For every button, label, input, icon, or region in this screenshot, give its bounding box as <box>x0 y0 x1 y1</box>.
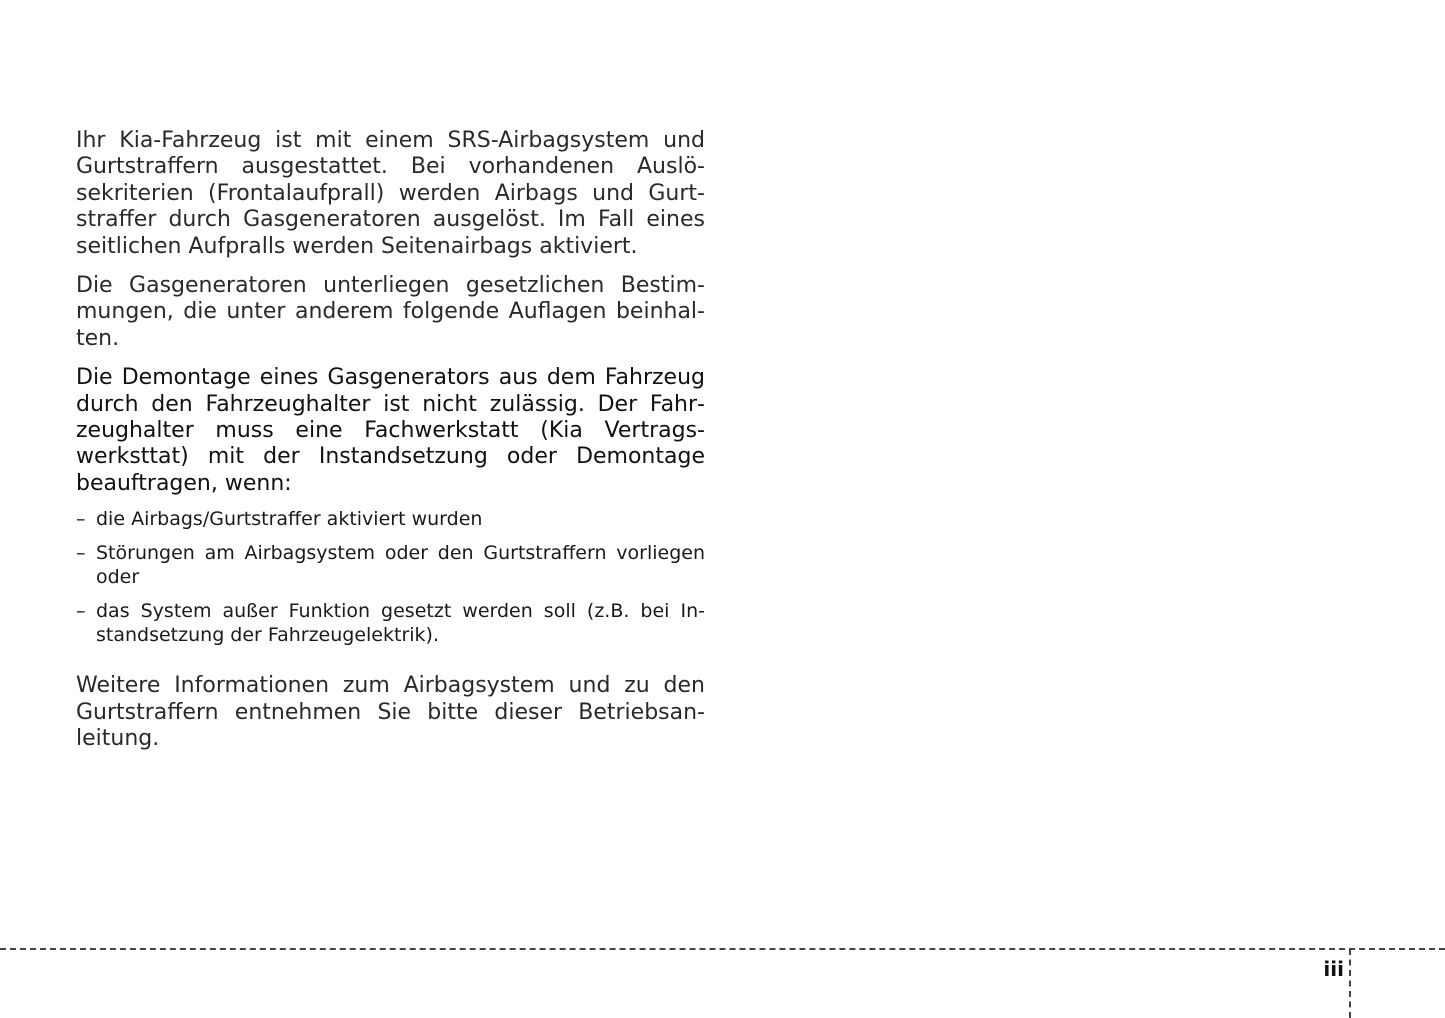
page-number: iii <box>1323 957 1344 981</box>
list-item-text: die Airbags/Gurtstraffer aktiviert wurden <box>96 508 483 531</box>
list-dash: – <box>76 600 86 623</box>
list-dash: – <box>76 508 86 531</box>
list-item <box>76 599 705 647</box>
conditions-list <box>76 507 705 647</box>
list-item-text: Störungen am Airbagsystem oder den Gurtstraffern vorliegen oder <box>96 542 705 589</box>
footer-vertical-dashed-rule <box>1349 949 1351 1018</box>
list-item <box>76 507 705 531</box>
list-item <box>76 541 705 589</box>
list-item-text: das System außer Funktion gesetzt werden soll (z.B. bei Instandsetzung der Fahrzeugelektrik). <box>96 600 705 647</box>
paragraph-gas-generator-regulations: Die Gasgeneratoren unterliegen gesetzlichen Bestimmungen, die unter anderem folgende Auflagen beinhalten. <box>76 273 705 351</box>
paragraph-airbag-intro: Ihr Kia-Fahrzeug ist mit einem SRS-Airbagsystem und Gurtstraffern ausgestattet. Bei vorhandenen Auslösekriterien (Frontalaufprall) werden Airbags und Gurtstraffer durch Gasgeneratoren ausgelöst. Im Fall eines seitlichen Aufpralls werden Seitenairbags aktiviert. <box>76 128 705 259</box>
paragraph-further-information: Weitere Informationen zum Airbagsystem und zu den Gurtstraffern entnehmen Sie bitte dieser Betriebsanleitung. <box>76 673 705 752</box>
list-dash: – <box>76 542 86 565</box>
footer-dashed-rule <box>0 948 1445 950</box>
paragraph-dismantling-rules: Die Demontage eines Gasgenerators aus dem Fahrzeug durch den Fahrzeughalter ist nicht zulässig. Der Fahrzeughalter muss eine Fachwerkstatt (Kia Vertragswerksttat) mit der Instandsetzung oder Demontage beauftragen, wenn: <box>76 365 705 496</box>
text-column <box>76 128 705 753</box>
